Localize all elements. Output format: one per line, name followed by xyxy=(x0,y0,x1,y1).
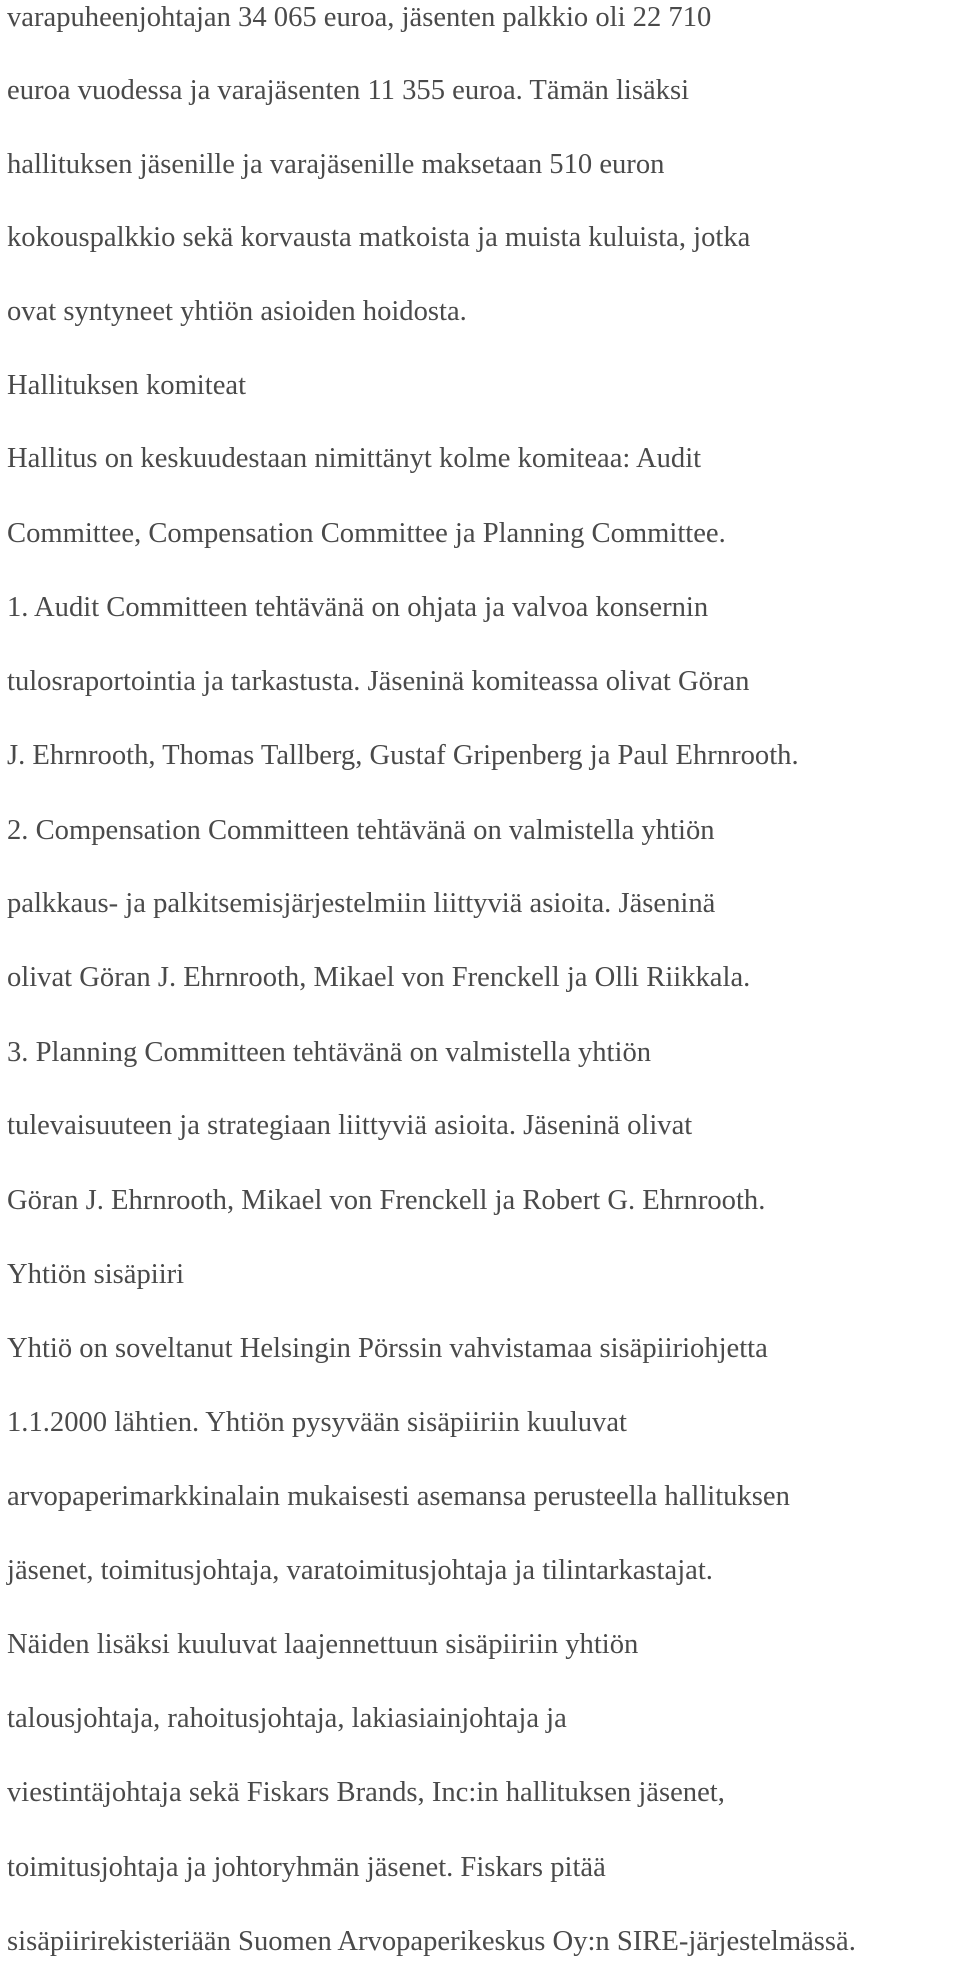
text-line: Yhtiö on soveltanut Helsingin Pörssin vahvistamaa sisäpiiriohjetta xyxy=(7,1333,768,1364)
section-heading-committees: Hallituksen komiteat xyxy=(7,370,247,401)
text-line: euroa vuodessa ja varajäsenten 11 355 euroa. Tämän lisäksi xyxy=(7,75,690,106)
text-line: arvopaperimarkkinalain mukaisesti asemansa perusteella hallituksen xyxy=(7,1481,790,1512)
text-line: tulevaisuuteen ja strategiaan liittyviä asioita. Jäseninä olivat xyxy=(7,1110,693,1141)
text-line: varapuheenjohtajan 34 065 euroa, jäsenten palkkio oli 22 710 xyxy=(7,2,712,33)
text-line: jäsenet, toimitusjohtaja, varatoimitusjohtaja ja tilintarkastajat. xyxy=(7,1555,713,1586)
section-heading-insiders: Yhtiön sisäpiiri xyxy=(7,1259,185,1290)
text-line: 1.1.2000 lähtien. Yhtiön pysyvään sisäpiiriin kuuluvat xyxy=(7,1407,627,1438)
text-line: Committee, Compensation Committee ja Planning Committee. xyxy=(7,518,726,549)
text-line: 3. Planning Committeen tehtävänä on valmistella yhtiön xyxy=(7,1037,652,1068)
text-line: Göran J. Ehrnrooth, Mikael von Frenckell ja Robert G. Ehrnrooth. xyxy=(7,1185,766,1216)
text-line: sisäpiirirekisteriään Suomen Arvopaperikeskus Oy:n SIRE-järjestelmässä. xyxy=(7,1926,856,1957)
text-line: J. Ehrnrooth, Thomas Tallberg, Gustaf Gripenberg ja Paul Ehrnrooth. xyxy=(7,740,799,771)
text-line: Hallitus on keskuudestaan nimittänyt kolme komiteaa: Audit xyxy=(7,443,702,474)
text-line: viestintäjohtaja sekä Fiskars Brands, Inc:in hallituksen jäsenet, xyxy=(7,1777,725,1808)
text-line: tulosraportointia ja tarkastusta. Jäseninä komiteassa olivat Göran xyxy=(7,666,750,697)
text-line: olivat Göran J. Ehrnrooth, Mikael von Frenckell ja Olli Riikkala. xyxy=(7,962,751,993)
text-line: kokouspalkkio sekä korvausta matkoista ja muista kuluista, jotka xyxy=(7,222,751,253)
text-line: toimitusjohtaja ja johtoryhmän jäsenet. Fiskars pitää xyxy=(7,1852,606,1883)
text-line: 1. Audit Committeen tehtävänä on ohjata ja valvoa konsernin xyxy=(7,592,709,623)
text-line: talousjohtaja, rahoitusjohtaja, lakiasiainjohtaja ja xyxy=(7,1703,567,1734)
text-line: Näiden lisäksi kuuluvat laajennettuun sisäpiiriin yhtiön xyxy=(7,1629,639,1660)
text-line: palkkaus- ja palkitsemisjärjestelmiin liittyviä asioita. Jäseninä xyxy=(7,888,716,919)
text-line: hallituksen jäsenille ja varajäsenille maksetaan 510 euron xyxy=(7,149,665,180)
text-line: ovat syntyneet yhtiön asioiden hoidosta. xyxy=(7,296,467,327)
text-line: 2. Compensation Committeen tehtävänä on valmistella yhtiön xyxy=(7,815,715,846)
